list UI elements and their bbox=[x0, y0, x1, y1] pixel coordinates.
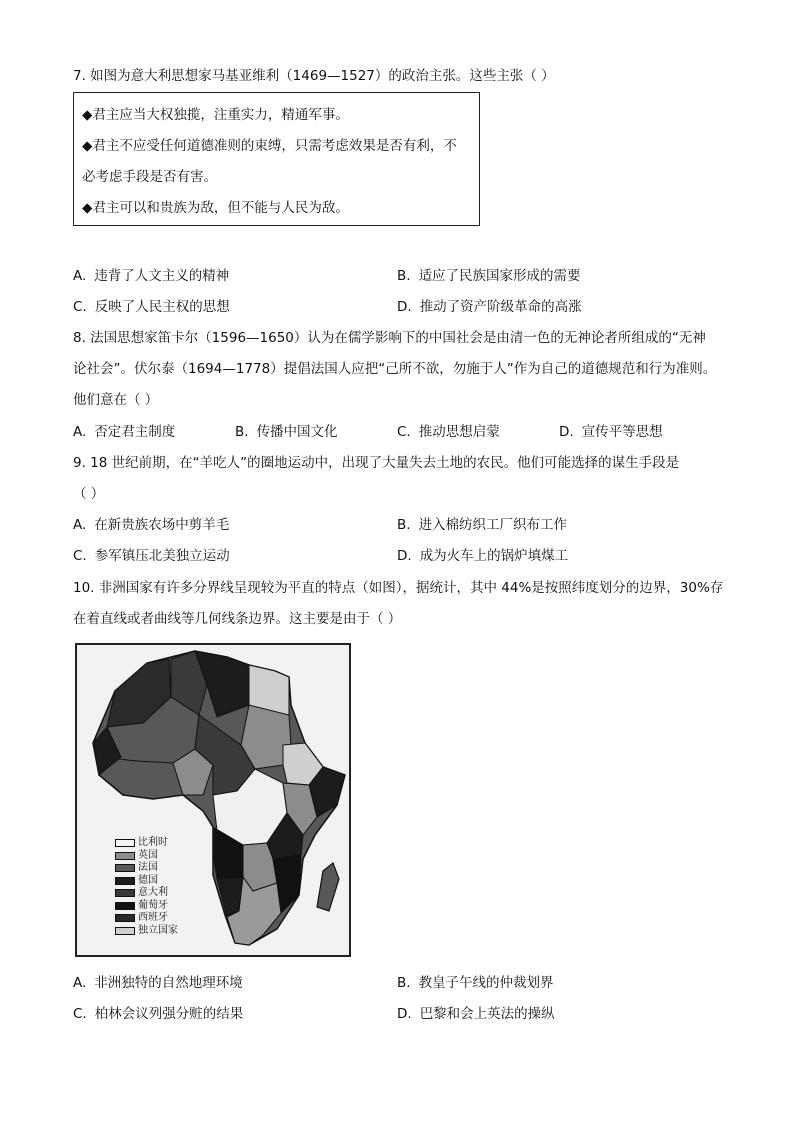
q7-quote-line: ◆君主可以和贵族为敌，但不能与人民为敌。 bbox=[82, 200, 349, 216]
legend-label: 德国 bbox=[138, 874, 158, 886]
option-text: 反映了人民主权的思想 bbox=[94, 299, 230, 315]
legend-swatch bbox=[115, 902, 135, 910]
q8-stem-line: 论社会”。伏尔泰（1694—1778）提倡法国人应把“己所不欲，勿施于人”作为自己的道德规范和行为准则。 bbox=[73, 361, 717, 377]
legend-swatch bbox=[115, 839, 135, 847]
legend-swatch bbox=[115, 927, 135, 935]
legend-label: 西班牙 bbox=[138, 912, 168, 923]
option-text: 推动思想启蒙 bbox=[418, 424, 500, 440]
option-key: C. bbox=[73, 548, 87, 564]
option-text: 教皇子午线的仲裁划界 bbox=[418, 975, 554, 991]
option-text: 否定君主制度 bbox=[94, 424, 176, 440]
option-text: 参军镇压北美独立运动 bbox=[94, 548, 230, 564]
option-key: C. bbox=[73, 1006, 87, 1022]
option-key: B. bbox=[397, 975, 411, 991]
option-text: 宣传平等思想 bbox=[581, 424, 663, 440]
option-text: 成为火车上的锅炉填煤工 bbox=[419, 548, 569, 564]
legend-label: 独立国家 bbox=[138, 924, 178, 936]
legend-label: 意大利 bbox=[138, 887, 168, 898]
q9-option-b[interactable] bbox=[397, 515, 567, 535]
q8-option-c[interactable] bbox=[397, 422, 500, 442]
q9-option-a[interactable] bbox=[73, 515, 229, 535]
option-key: A. bbox=[73, 268, 87, 284]
q9-stem-line: （ ） bbox=[73, 486, 105, 502]
option-text: 在新贵族农场中剪羊毛 bbox=[94, 517, 230, 533]
legend-label: 葡萄牙 bbox=[138, 899, 168, 911]
option-key: C. bbox=[397, 424, 411, 440]
legend-item bbox=[115, 900, 178, 913]
option-text: 巴黎和会上英法的操纵 bbox=[419, 1006, 555, 1022]
legend-item bbox=[115, 837, 178, 850]
option-key: B. bbox=[397, 268, 411, 284]
q7-option-d[interactable] bbox=[397, 297, 582, 317]
q10-option-d[interactable] bbox=[397, 1004, 555, 1024]
q10-option-b[interactable] bbox=[397, 973, 554, 993]
option-text: 柏林会议列强分赃的结果 bbox=[94, 1006, 244, 1022]
q7-option-c[interactable] bbox=[73, 297, 230, 317]
q7-stem: 7. 如图为意大利思想家马基亚维利（1469—1527）的政治主张。这些主张（ ） bbox=[73, 68, 555, 84]
option-key: A. bbox=[73, 424, 87, 440]
legend-swatch bbox=[115, 852, 135, 860]
q9-option-c[interactable] bbox=[73, 546, 230, 566]
q7-quote-line: ◆君主不应受任何道德准则的束缚，只需考虑效果是否有利，不 bbox=[82, 138, 457, 154]
option-text: 推动了资产阶级革命的高涨 bbox=[419, 299, 582, 315]
option-key: B. bbox=[235, 424, 249, 440]
option-key: B. bbox=[397, 517, 411, 533]
madagascar bbox=[317, 863, 339, 911]
legend-item bbox=[115, 912, 178, 925]
q8-option-b[interactable] bbox=[235, 422, 338, 442]
legend-swatch bbox=[115, 864, 135, 872]
option-key: A. bbox=[73, 975, 87, 991]
map-legend bbox=[115, 837, 178, 937]
option-text: 适应了民族国家形成的需要 bbox=[418, 268, 581, 284]
legend-swatch bbox=[115, 877, 135, 885]
q7-quote-line: 必考虑手段是否有害。 bbox=[82, 169, 217, 185]
q8-stem-line: 他们意在（ ） bbox=[73, 392, 159, 408]
q10-option-c[interactable] bbox=[73, 1004, 243, 1024]
legend-item bbox=[115, 850, 178, 863]
option-key: D. bbox=[397, 548, 412, 564]
legend-item bbox=[115, 925, 178, 938]
legend-swatch bbox=[115, 914, 135, 922]
q10-stem-line: 在着直线或者曲线等几何线条边界。这主要是由于（ ） bbox=[73, 611, 402, 627]
q7-quote-box bbox=[73, 92, 480, 226]
legend-label: 英国 bbox=[138, 849, 158, 861]
option-text: 非洲独特的自然地理环境 bbox=[94, 975, 243, 991]
q9-option-d[interactable] bbox=[397, 546, 568, 566]
legend-item bbox=[115, 862, 178, 875]
q7-option-a[interactable] bbox=[73, 266, 229, 286]
q7-quote-line: ◆君主应当大权独揽，注重实力，精通军事。 bbox=[82, 107, 349, 123]
legend-label: 法国 bbox=[138, 862, 158, 873]
q9-stem-line: 9. 18 世纪前期，在“羊吃人”的圈地运动中，出现了大量失去土地的农民。他们可能选择的谋生手段是 bbox=[73, 455, 680, 471]
option-key: C. bbox=[73, 299, 87, 315]
q10-option-a[interactable] bbox=[73, 973, 243, 993]
option-key: A. bbox=[73, 517, 87, 533]
q10-stem-line: 10. 非洲国家有许多分界线呈现较为平直的特点（如图），据统计，其中 44%是按照纬度划分的边界，30%存 bbox=[73, 580, 724, 596]
option-key: D. bbox=[559, 424, 574, 440]
q8-option-a[interactable] bbox=[73, 422, 175, 442]
legend-item bbox=[115, 887, 178, 900]
option-key: D. bbox=[397, 299, 412, 315]
option-text: 传播中国文化 bbox=[256, 424, 338, 440]
legend-label: 比利时 bbox=[138, 837, 168, 848]
q8-stem-line: 8. 法国思想家笛卡尔（1596—1650）认为在儒学影响下的中国社会是由清一色的无神论者所组成的“无神 bbox=[73, 330, 706, 346]
legend-swatch bbox=[115, 889, 135, 897]
q7-option-b[interactable] bbox=[397, 266, 581, 286]
africa-colonial-map bbox=[75, 643, 351, 957]
legend-item bbox=[115, 875, 178, 888]
q8-option-d[interactable] bbox=[559, 422, 663, 442]
option-text: 进入棉纺织工厂织布工作 bbox=[418, 517, 568, 533]
option-key: D. bbox=[397, 1006, 412, 1022]
option-text: 违背了人文主义的精神 bbox=[94, 268, 230, 284]
